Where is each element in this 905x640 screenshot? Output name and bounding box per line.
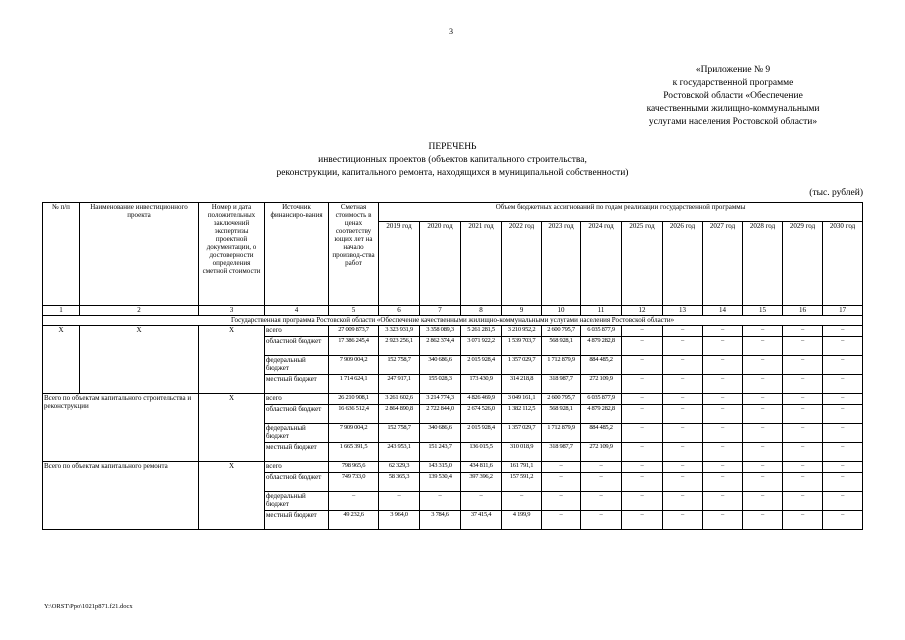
value-cell: – [703,511,743,530]
value-cell: 27 009 873,7 [329,326,379,337]
column-number: 14 [703,306,743,316]
funding-source: федеральный бюджет [265,492,329,511]
value-cell: 161 791,1 [502,462,542,473]
value-cell: 2 864 890,8 [379,405,420,424]
value-cell: – [783,462,823,473]
value-cell: 2 600 795,7 [542,394,581,405]
value-cell: 3 323 931,9 [379,326,420,337]
header-year: 2021 год [461,222,502,306]
value-cell: 49 232,6 [329,511,379,530]
value-cell: – [743,424,783,443]
value-cell: 1 539 703,7 [502,337,542,356]
value-cell: – [703,473,743,492]
value-cell: 3 964,0 [379,511,420,530]
value-cell: – [379,492,420,511]
heading-line: инвестиционных проектов (объектов капитального строительства, [318,155,587,165]
value-cell: – [783,375,823,394]
value-cell: – [581,511,622,530]
value-cell: – [743,394,783,405]
value-cell: – [663,356,703,375]
header-year: 2029 год [783,222,823,306]
column-number: 11 [581,306,622,316]
column-number: 7 [420,306,461,316]
value-cell: 62 329,3 [379,462,420,473]
column-number: 5 [329,306,379,316]
value-cell: – [502,492,542,511]
value-cell: – [743,492,783,511]
appendix-line: услугами населения Ростовской области» [648,117,818,127]
value-cell: – [542,473,581,492]
value-cell: 310 018,9 [502,443,542,462]
value-cell: 58 365,3 [379,473,420,492]
value-cell: – [622,375,663,394]
header-year: 2025 год [622,222,663,306]
group-name: Х [80,326,199,394]
value-cell: – [823,473,863,492]
value-cell: – [743,443,783,462]
value-cell: 798 965,6 [329,462,379,473]
value-cell: – [783,337,823,356]
value-cell: – [743,326,783,337]
investment-projects-table [42,202,863,530]
group-label: Всего по объектам капитального строительства и реконструкции [43,394,199,462]
value-cell: – [823,511,863,530]
header-year: 2019 год [379,222,420,306]
units-label: (тыс. рублей) [809,188,863,198]
value-cell: 1 665 391,5 [329,443,379,462]
value-cell: – [622,356,663,375]
value-cell: – [823,462,863,473]
value-cell: 7 909 004,2 [329,356,379,375]
appendix-note [603,64,863,129]
value-cell: – [703,492,743,511]
column-number: 2 [80,306,199,316]
value-cell: – [542,462,581,473]
header-year: 2022 год [502,222,542,306]
value-cell: – [823,424,863,443]
value-cell: 247 917,1 [379,375,420,394]
value-cell: 272 109,9 [581,443,622,462]
footer-path: Y:\ORST\Ppo\1021p871.f21.docx [44,603,133,610]
value-cell: 749 733,0 [329,473,379,492]
funding-source: местный бюджет [265,443,329,462]
value-cell: 243 953,1 [379,443,420,462]
header-year: 2020 год [420,222,461,306]
column-number: 12 [622,306,663,316]
value-cell: – [420,492,461,511]
value-cell: 4 879 282,8 [581,405,622,424]
value-cell: – [622,424,663,443]
value-cell: 3 071 922,2 [461,337,502,356]
value-cell: – [823,492,863,511]
funding-source: местный бюджет [265,375,329,394]
value-cell: – [622,473,663,492]
column-number: 6 [379,306,420,316]
appendix-line: качественными жилищно-коммунальными [646,104,820,114]
value-cell: 6 035 877,9 [581,326,622,337]
value-cell: – [823,405,863,424]
value-cell: – [783,405,823,424]
header-row-1 [43,203,863,222]
value-cell: – [743,511,783,530]
value-cell: – [783,473,823,492]
appendix-line: к государственной программе [672,78,794,88]
value-cell: – [783,511,823,530]
value-cell: – [703,462,743,473]
value-cell: – [743,405,783,424]
value-cell: 340 686,6 [420,356,461,375]
value-cell: – [703,394,743,405]
header-year: 2030 год [823,222,863,306]
value-cell: 6 035 877,9 [581,394,622,405]
value-cell: – [663,424,703,443]
value-cell: 2 015 928,4 [461,424,502,443]
value-cell: 143 315,0 [420,462,461,473]
value-cell: 157 591,2 [502,473,542,492]
value-cell: – [663,473,703,492]
value-cell: 152 758,7 [379,356,420,375]
value-cell: 3 261 602,6 [379,394,420,405]
value-cell: – [663,394,703,405]
value-cell: 3 214 774,3 [420,394,461,405]
value-cell: 397 396,2 [461,473,502,492]
table-row [43,326,863,337]
value-cell: – [823,356,863,375]
value-cell: – [663,492,703,511]
value-cell: – [703,326,743,337]
value-cell: – [663,443,703,462]
value-cell: 318 987,7 [542,375,581,394]
header-year: 2024 год [581,222,622,306]
value-cell: – [743,462,783,473]
value-cell: – [703,405,743,424]
page-number: 3 [449,27,453,36]
header-year: 2023 год [542,222,581,306]
value-cell: 340 686,6 [420,424,461,443]
value-cell: 1 382 112,5 [502,405,542,424]
value-cell: – [743,375,783,394]
value-cell: – [703,337,743,356]
value-cell: – [743,337,783,356]
value-cell: – [823,394,863,405]
value-cell: 1 714 624,1 [329,375,379,394]
value-cell: – [783,424,823,443]
column-number: 3 [199,306,265,316]
value-cell: 2 923 256,1 [379,337,420,356]
value-cell: – [663,462,703,473]
value-cell: 2 862 374,4 [420,337,461,356]
funding-source: областной бюджет [265,473,329,492]
group-expertise: Х [199,462,265,530]
group-expertise: Х [199,394,265,462]
value-cell: – [581,462,622,473]
header-source: Источник финансиро-вания [265,203,329,306]
value-cell: – [783,356,823,375]
value-cell: – [703,443,743,462]
program-row [43,316,863,326]
value-cell: 151 243,7 [420,443,461,462]
value-cell: 884 485,2 [581,356,622,375]
value-cell: 272 109,9 [581,375,622,394]
column-number: 15 [743,306,783,316]
header-volume: Объем бюджетных ассигнований по годам реализации государственной программы [379,203,863,222]
value-cell: – [663,337,703,356]
value-cell: – [783,394,823,405]
value-cell: 3 358 089,3 [420,326,461,337]
funding-source: всего [265,326,329,337]
value-cell: 1 357 029,7 [502,356,542,375]
value-cell: – [743,473,783,492]
header-cost: Сметная стоимость в ценах соответству ющих лет на начало производ-ства работ [329,203,379,306]
column-number: 16 [783,306,823,316]
value-cell: 3 784,6 [420,511,461,530]
value-cell: 16 636 512,4 [329,405,379,424]
value-cell: 4 826 469,9 [461,394,502,405]
value-cell: 2 015 928,4 [461,356,502,375]
value-cell: 136 015,5 [461,443,502,462]
value-cell: – [783,443,823,462]
value-cell: 4 879 282,8 [581,337,622,356]
program-title: Государственная программа Ростовской области «Обеспечение качественными жилищно-коммунальными услугами населения Ростовской области» [43,316,863,326]
value-cell: 26 210 908,1 [329,394,379,405]
value-cell: 1 357 029,7 [502,424,542,443]
header-num: № п/п [43,203,80,306]
document-heading [0,141,905,180]
funding-source: местный бюджет [265,511,329,530]
value-cell: 1 712 879,9 [542,424,581,443]
value-cell: 173 430,9 [461,375,502,394]
column-number: 13 [663,306,703,316]
value-cell: 4 199,9 [502,511,542,530]
value-cell: – [622,326,663,337]
value-cell: – [622,443,663,462]
appendix-line: «Приложение № 9 [695,65,771,75]
value-cell: 17 386 245,4 [329,337,379,356]
value-cell: 152 758,7 [379,424,420,443]
value-cell: 1 712 879,9 [542,356,581,375]
value-cell: 568 928,1 [542,405,581,424]
group-label: Всего по объектам капитального ремонта [43,462,199,530]
value-cell: 314 218,8 [502,375,542,394]
group-num: Х [43,326,80,394]
group-expertise: Х [199,326,265,394]
value-cell: – [823,375,863,394]
header-name: Наименование инвестиционного проекта [80,203,199,306]
header-year: 2027 год [703,222,743,306]
heading-line: реконструкции, капитального ремонта, находящихся в муниципальной собственности) [276,168,629,178]
value-cell: – [743,356,783,375]
value-cell: – [663,511,703,530]
value-cell: 318 987,7 [542,443,581,462]
value-cell: – [542,511,581,530]
table-row [43,462,863,473]
value-cell: – [703,356,743,375]
value-cell: – [622,492,663,511]
table-row [43,394,863,405]
value-cell: 139 530,4 [420,473,461,492]
value-cell: – [703,375,743,394]
value-cell: – [622,337,663,356]
value-cell: 155 028,3 [420,375,461,394]
value-cell: 884 485,2 [581,424,622,443]
value-cell: – [663,326,703,337]
column-number: 10 [542,306,581,316]
value-cell: – [622,511,663,530]
header-year: 2026 год [663,222,703,306]
value-cell: – [783,492,823,511]
value-cell: – [622,405,663,424]
funding-source: федеральный бюджет [265,424,329,443]
header-expertise: Номер и дата положительных заключений экспертизы проектной документации, о достоверности определения сметной стоимости [199,203,265,306]
funding-source: областной бюджет [265,337,329,356]
column-number: 17 [823,306,863,316]
value-cell: – [581,492,622,511]
value-cell: – [542,492,581,511]
value-cell: – [461,492,502,511]
value-cell: 37 415,4 [461,511,502,530]
value-cell: – [663,405,703,424]
value-cell: – [622,394,663,405]
value-cell: 5 261 281,5 [461,326,502,337]
value-cell: – [823,337,863,356]
header-year: 2028 год [743,222,783,306]
value-cell: – [581,473,622,492]
value-cell: – [703,424,743,443]
value-cell: – [329,492,379,511]
value-cell: – [823,326,863,337]
value-cell: 2 674 526,0 [461,405,502,424]
value-cell: 568 928,1 [542,337,581,356]
funding-source: всего [265,394,329,405]
column-number: 4 [265,306,329,316]
value-cell: 2 600 795,7 [542,326,581,337]
column-numbers-row [43,306,863,316]
funding-source: всего [265,462,329,473]
funding-source: областной бюджет [265,405,329,424]
value-cell: 434 811,6 [461,462,502,473]
heading-title: ПЕРЕЧЕНЬ [428,142,477,152]
funding-source: федеральный бюджет [265,356,329,375]
value-cell: – [783,326,823,337]
value-cell: – [663,375,703,394]
value-cell: 2 722 844,0 [420,405,461,424]
value-cell: 7 909 004,2 [329,424,379,443]
value-cell: – [622,462,663,473]
value-cell: – [823,443,863,462]
column-number: 8 [461,306,502,316]
column-number: 1 [43,306,80,316]
value-cell: 3 049 161,1 [502,394,542,405]
appendix-line: Ростовской области «Обеспечение [663,91,803,101]
column-number: 9 [502,306,542,316]
value-cell: 3 210 952,2 [502,326,542,337]
